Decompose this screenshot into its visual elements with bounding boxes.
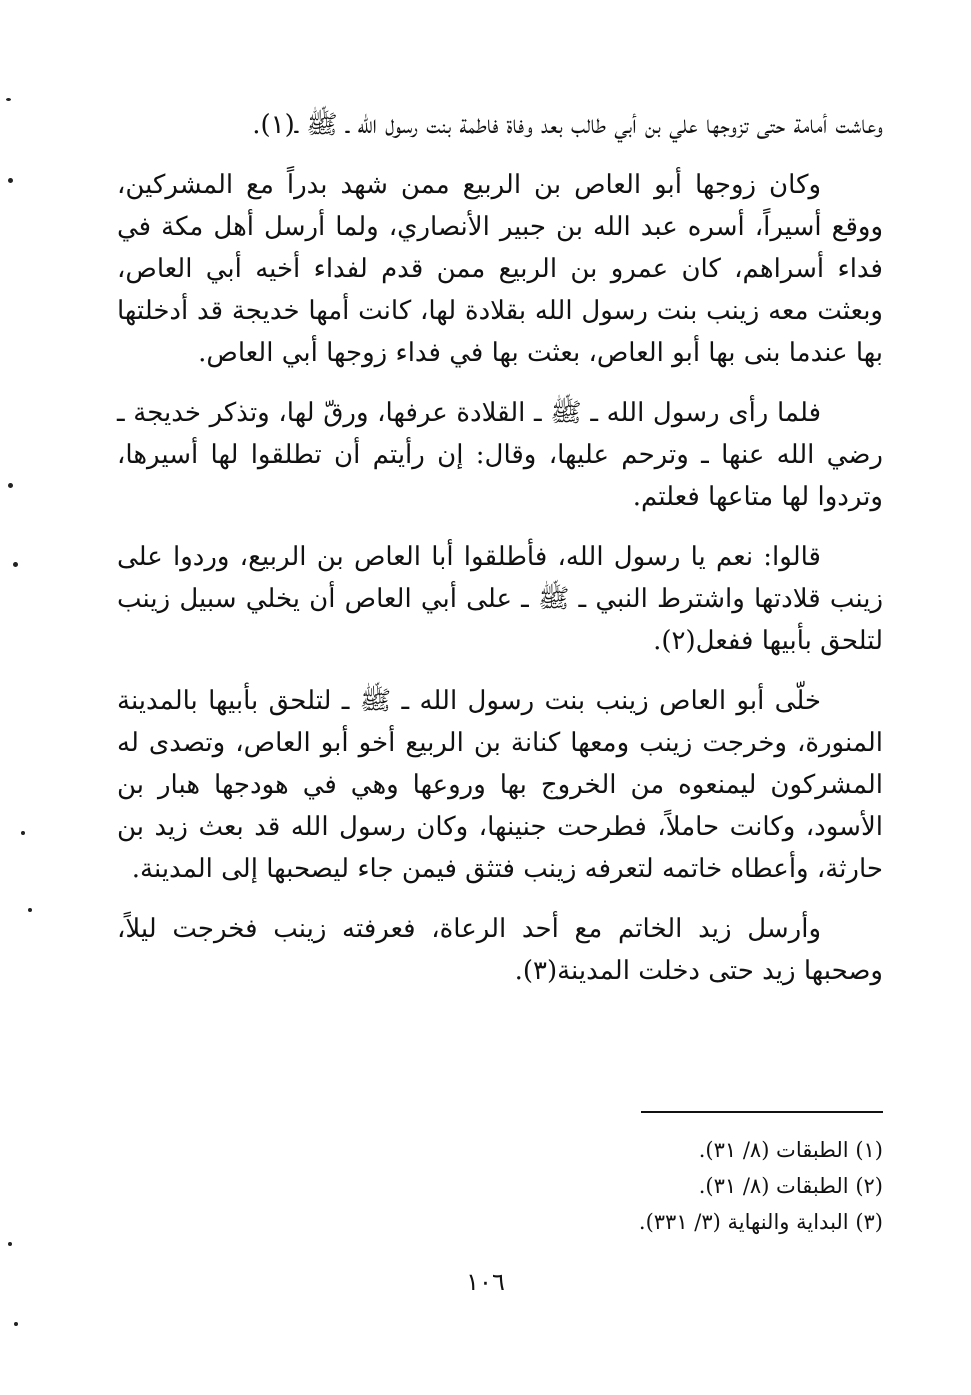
footnote-1: (١) الطبقات (٨/ ٣١).	[698, 1138, 883, 1162]
scan-speck	[28, 908, 32, 912]
scan-speck	[8, 178, 13, 183]
paragraph-3: فلما رأى رسول الله ـ ﷺ ـ القلادة عرفها، ورقّ لها، وتذكر خديجة ـ رضي الله عنها ـ وترحم عليها، وقال: إن رأيتم أن تطلقوا لها أسيرها، وتردوا لها متاعها فعلتم.	[117, 398, 883, 512]
footnote-2: (٢) الطبقات (٨/ ٣١).	[698, 1174, 883, 1198]
paragraph-5: خلّى أبو العاص زينب بنت رسول الله ـ ﷺ ـ لتلحق بأبيها بالمدينة المنورة، وخرجت زينب ومعها كنانة بن الربيع أخو أبو العاص، وتصدى له المشركون ليمنعوه من الخروج بها وروعها وهي في هودجها هبار بن الأسود، وكانت حاملاً، فطرحت جنينها، وكان رسول الله قد بعث زيد بن حارثة، وأعطاه خاتمه لتعرفه زينب فتثق فيمن جاء ليصحبها إلى المدينة.	[117, 686, 883, 884]
scan-speck	[21, 831, 25, 835]
footnote-divider	[641, 1111, 883, 1113]
footnote-3: (٣) البداية والنهاية (٣/ ٣٣١).	[638, 1210, 883, 1234]
main-text	[117, 104, 883, 1010]
paragraph-1: وعاشت أمامة حتى تزوجها علي بن أبي طالب بعد وفاة فاطمة بنت رسول الله ـ ﷺ ـ(١).	[252, 110, 883, 140]
scan-speck	[8, 1242, 12, 1246]
paragraph-4: قالوا: نعم يا رسول الله، فأطلقوا أبا العاص بن الربيع، وردوا على زينب قلادتها واشترط النبي ـ ﷺ ـ على أبي العاص أن يخلي سبيل زينب لتلحق بأبيها ففعل(٢).	[117, 542, 883, 656]
footnotes	[383, 1132, 883, 1240]
paragraph-2: وكان زوجها أبو العاص بن الربيع ممن شهد بدراً مع المشركين، ووقع أسيراً، أسره عبد الله بن جبير الأنصاري، ولما أرسل أهل مكة في فداء أسراهم، كان عمرو بن الربيع ممن قدم لفداء أخيه أبي العاص، وبعثت معه زينب بنت رسول الله بقلادة لها، كانت أمها خديجة قد أدخلتها بها عندما بنى بها أبو العاص، بعثت بها في فداء زوجها أبي العاص.	[117, 170, 883, 368]
scan-speck	[6, 98, 11, 101]
paragraph-6: وأرسل زيد الخاتم مع أحد الرعاة، فعرفته زينب فخرجت ليلاً، وصحبها زيد حتى دخلت المدينة(٣).	[117, 914, 883, 986]
scan-speck	[14, 1322, 18, 1326]
scan-speck	[8, 483, 13, 488]
scan-speck	[13, 562, 18, 567]
page-number: ١٠٦	[466, 1268, 505, 1296]
